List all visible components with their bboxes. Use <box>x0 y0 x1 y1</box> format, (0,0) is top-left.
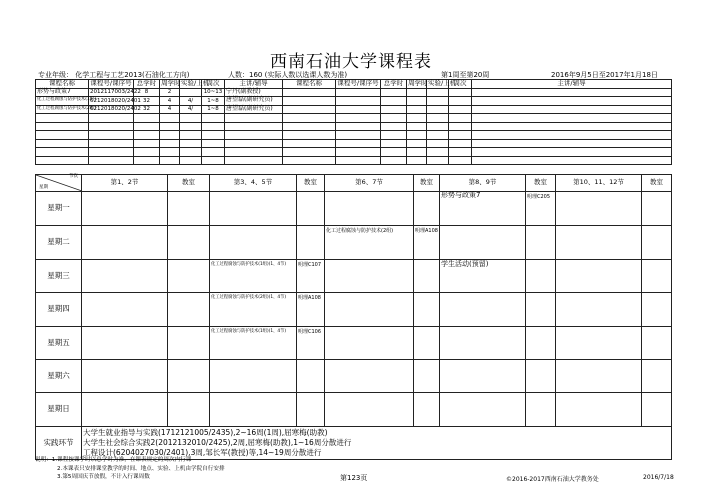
empty-row <box>36 122 672 131</box>
notes <box>35 456 225 482</box>
week-range: 第1周至第20周 <box>441 71 490 79</box>
major-info: 专业年级： 化学工程与工艺2013(石油化工方向) <box>38 71 190 79</box>
corner-cell <box>36 175 81 191</box>
corner-day-label: 星期 <box>39 185 48 191</box>
header-course-number-2: 课程号/课序号 <box>337 79 379 88</box>
schedule-entry: 学生活动(预留) <box>440 260 526 293</box>
course-weeks: 1~8 <box>202 105 225 114</box>
schedule-entry: 形势与政策7 <box>440 192 526 226</box>
corner-period-label: 节次 <box>69 174 78 179</box>
day-label: 星期日 <box>36 393 82 427</box>
course-lab <box>180 88 202 97</box>
room-header: 教室 <box>168 175 210 192</box>
course-teacher: 宁丹(副教授) <box>225 88 283 97</box>
day-label: 星期四 <box>36 293 82 327</box>
practice-item: 大学生就业指导与实践(1712121005/2435),2~16周(1周),屈寒梅(助教) <box>83 428 328 438</box>
slot-header: 第10、11、12节 <box>556 175 642 192</box>
header-course-name-2: 课程名称 <box>283 80 336 89</box>
day-label: 星期一 <box>36 192 82 226</box>
header-weekly-hours: 周学时 <box>161 79 181 88</box>
practice-row <box>36 427 672 460</box>
room-header: 教室 <box>297 175 325 192</box>
header-course-number: 课程号/课序号 <box>90 79 132 88</box>
page-number: 第123页 <box>340 474 368 482</box>
course-lab: 4/ <box>180 105 202 114</box>
day-row-monday <box>36 192 672 226</box>
course-header-row <box>36 80 672 89</box>
empty-row <box>36 148 672 157</box>
header-total-hours-2: 总学时 <box>381 80 407 89</box>
header-weeks-2: 周次 <box>449 80 472 89</box>
empty-row <box>36 114 672 123</box>
schedule-room: 明理A108 <box>297 293 325 327</box>
day-row-thursday <box>36 293 672 327</box>
header-course-name: 课程名称 <box>36 80 89 89</box>
course-weekly-hours: 4 <box>160 97 180 106</box>
course-name: 形势与政策7 <box>36 88 89 97</box>
date-range: 2016年9月5日至2017年1月18日 <box>551 71 658 79</box>
day-row-sunday <box>36 393 672 427</box>
day-row-tuesday <box>36 226 672 260</box>
header-lab-2: 实验/上机 <box>428 79 457 88</box>
schedule-room: 明理A108 <box>414 226 440 260</box>
practice-item: 工程设计(6204027030/2401),3周,邹长军(教授)等,14~19周分散进行 <box>83 447 322 457</box>
schedule-entry: 化工过程腐蚀与防护技术(2组) <box>325 226 414 260</box>
room-header: 教室 <box>526 175 556 192</box>
student-count: 人数：160 (实际人数以选课人数为准) <box>228 71 348 79</box>
practice-item: 大学生社会综合实践2(2012132010/2425),2周,屈寒梅(助教),1~16周分散进行 <box>83 438 352 448</box>
schedule-entry: 化工过程腐蚀与防护技术(2组)(1、4节) <box>210 293 297 327</box>
schedule-entry: 化工过程腐蚀与防护技术(1组)(1、4节) <box>210 260 297 293</box>
slot-header: 第8、9节 <box>440 175 526 192</box>
course-number: 6212018020/2401 <box>90 97 141 104</box>
schedule-room: 明理C205 <box>526 192 556 226</box>
schedule-header-row <box>36 175 672 192</box>
print-date: 2016/7/18 <box>643 474 674 481</box>
header-lab: 实验/上机 <box>181 79 210 88</box>
note-line: 3.第5周国庆节放假，不计入行课周数 <box>57 474 150 481</box>
room-header: 教室 <box>642 175 672 192</box>
empty-row <box>36 139 672 148</box>
slot-header: 第1、2节 <box>82 175 168 192</box>
table-row <box>36 97 672 106</box>
day-label: 星期二 <box>36 226 82 260</box>
empty-row <box>36 156 672 165</box>
course-weeks: 1~8 <box>202 97 225 106</box>
course-number: 6212018020/2402 <box>90 106 141 113</box>
slot-header: 第3、4、5节 <box>210 175 297 192</box>
course-number: 2012117003/2422 <box>90 89 141 96</box>
schedule-entry: 化工过程腐蚀与防护技术(1组)(1、4节) <box>210 327 297 360</box>
day-label: 星期五 <box>36 327 82 360</box>
course-total-hours: 8 <box>134 88 160 97</box>
course-name: 化工过程腐蚀与防护技术(2组) <box>36 105 89 114</box>
page-title: 西南石油大学课程表 <box>270 52 432 72</box>
course-weekly-hours: 2 <box>160 88 180 97</box>
copyright: ©2016-2017西南石油大学教务处 <box>506 476 599 483</box>
note-line: 说明：1.课程按课学时以总学时为准，在课表规定的周次内行课 <box>35 457 192 463</box>
day-row-saturday <box>36 360 672 393</box>
slot-header: 第6、7节 <box>325 175 414 192</box>
note-line: 2.本课表只安排课堂教学的时间、地点、实验、上机由学院自行安排 <box>57 465 225 472</box>
weekly-schedule-table <box>35 174 672 460</box>
course-total-hours: 32 <box>134 105 160 114</box>
empty-row <box>36 131 672 140</box>
schedule-room: 明理C107 <box>297 260 325 293</box>
day-label: 星期六 <box>36 360 82 393</box>
course-teacher: 唐望磊(副研究员) <box>225 97 283 106</box>
header-total-hours: 总学时 <box>134 80 160 89</box>
table-row <box>36 105 672 114</box>
table-row <box>36 88 672 97</box>
course-weeks: 10~13 <box>202 88 225 97</box>
day-label: 星期三 <box>36 260 82 293</box>
day-row-friday <box>36 327 672 360</box>
header-weeks: 周次 <box>202 80 225 89</box>
course-teacher: 唐望磊(副研究员) <box>225 105 283 114</box>
course-weekly-hours: 4 <box>160 105 180 114</box>
course-total-hours: 32 <box>134 97 160 106</box>
header-teacher: 主讲/辅导 <box>225 80 283 89</box>
course-lab: 4/ <box>180 97 202 106</box>
header-teacher-2: 主讲/辅导 <box>472 80 672 89</box>
day-row-wednesday <box>36 260 672 293</box>
course-name: 化工过程腐蚀与防护技术(1组) <box>36 97 89 106</box>
schedule-room: 明理C106 <box>297 327 325 360</box>
room-header: 教室 <box>414 175 440 192</box>
header-weekly-hours-2: 周学时 <box>408 79 428 88</box>
practice-label: 实践环节 <box>36 427 82 460</box>
course-list-table <box>35 79 672 165</box>
